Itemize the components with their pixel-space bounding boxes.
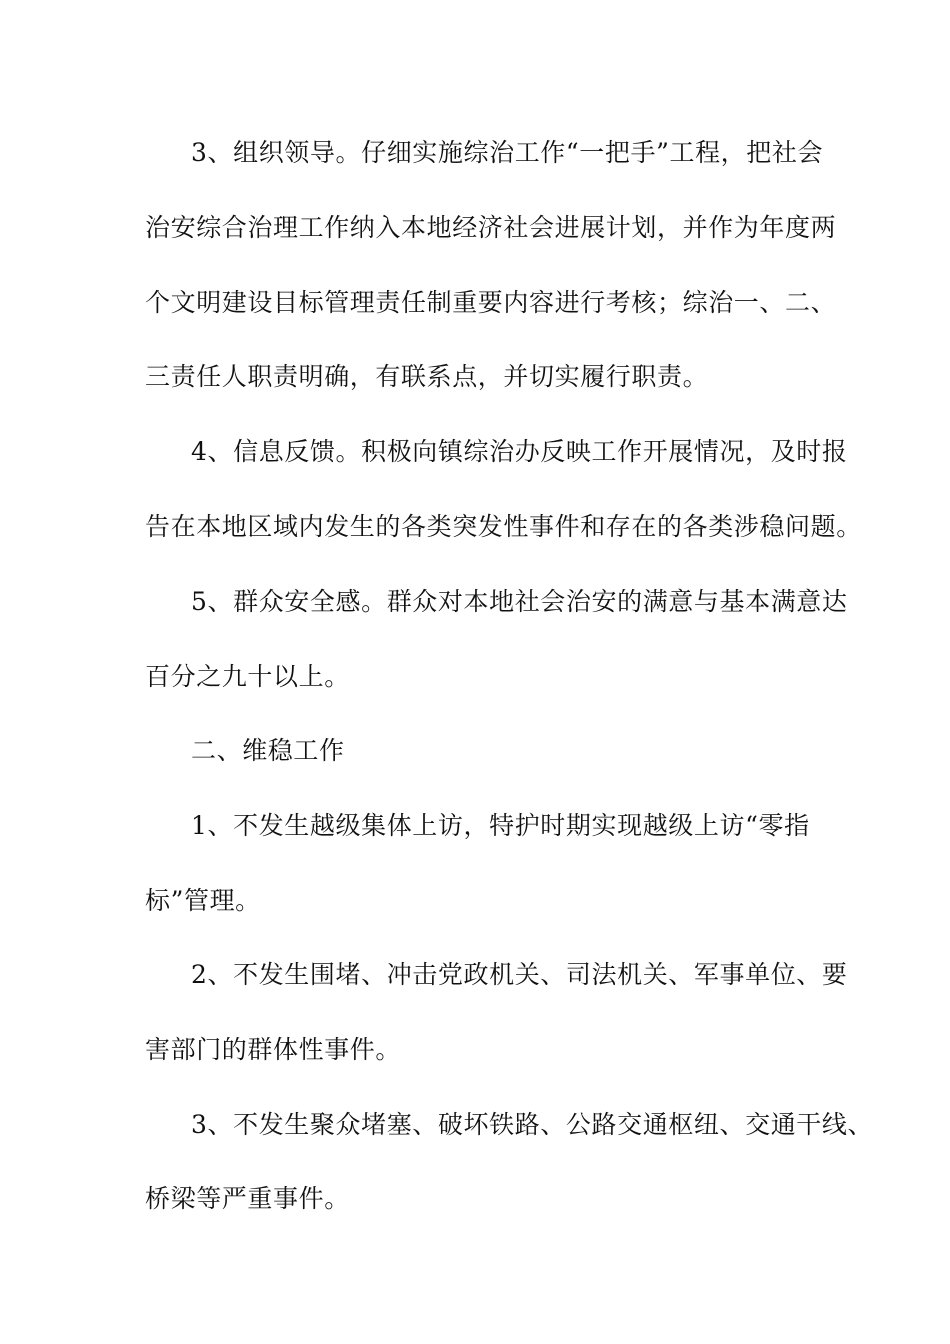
section-heading: 二、维稳工作 bbox=[191, 736, 345, 765]
text-line: 3、不发生聚众堵塞、破坏铁路、公路交通枢纽、交通干线、 bbox=[191, 1110, 874, 1139]
text-line: 标”管理。 bbox=[145, 886, 261, 915]
text-line: 5、群众安全感。群众对本地社会治安的满意与基本满意达 bbox=[191, 587, 848, 616]
text-line: 治安综合治理工作纳入本地经济社会进展计划，并作为年度两 bbox=[145, 213, 837, 242]
text-line: 2、不发生围堵、冲击党政机关、司法机关、军事单位、要 bbox=[191, 960, 848, 989]
text-line: 3、组织领导。仔细实施综治工作“一把手”工程，把社会 bbox=[191, 138, 824, 167]
text-line: 桥梁等严重事件。 bbox=[145, 1184, 350, 1213]
text-line: 个文明建设目标管理责任制重要内容进行考核；综治一、二、 bbox=[145, 288, 837, 317]
text-line: 1、不发生越级集体上访，特护时期实现越级上访“零指 bbox=[191, 811, 810, 840]
text-line: 4、信息反馈。积极向镇综治办反映工作开展情况，及时报 bbox=[191, 437, 848, 466]
text-line: 害部门的群体性事件。 bbox=[145, 1035, 402, 1064]
text-line: 百分之九十以上。 bbox=[145, 662, 350, 691]
text-line: 告在本地区域内发生的各类突发性事件和存在的各类涉稳问题。 bbox=[145, 512, 862, 541]
text-line: 三责任人职责明确，有联系点，并切实履行职责。 bbox=[145, 362, 709, 391]
